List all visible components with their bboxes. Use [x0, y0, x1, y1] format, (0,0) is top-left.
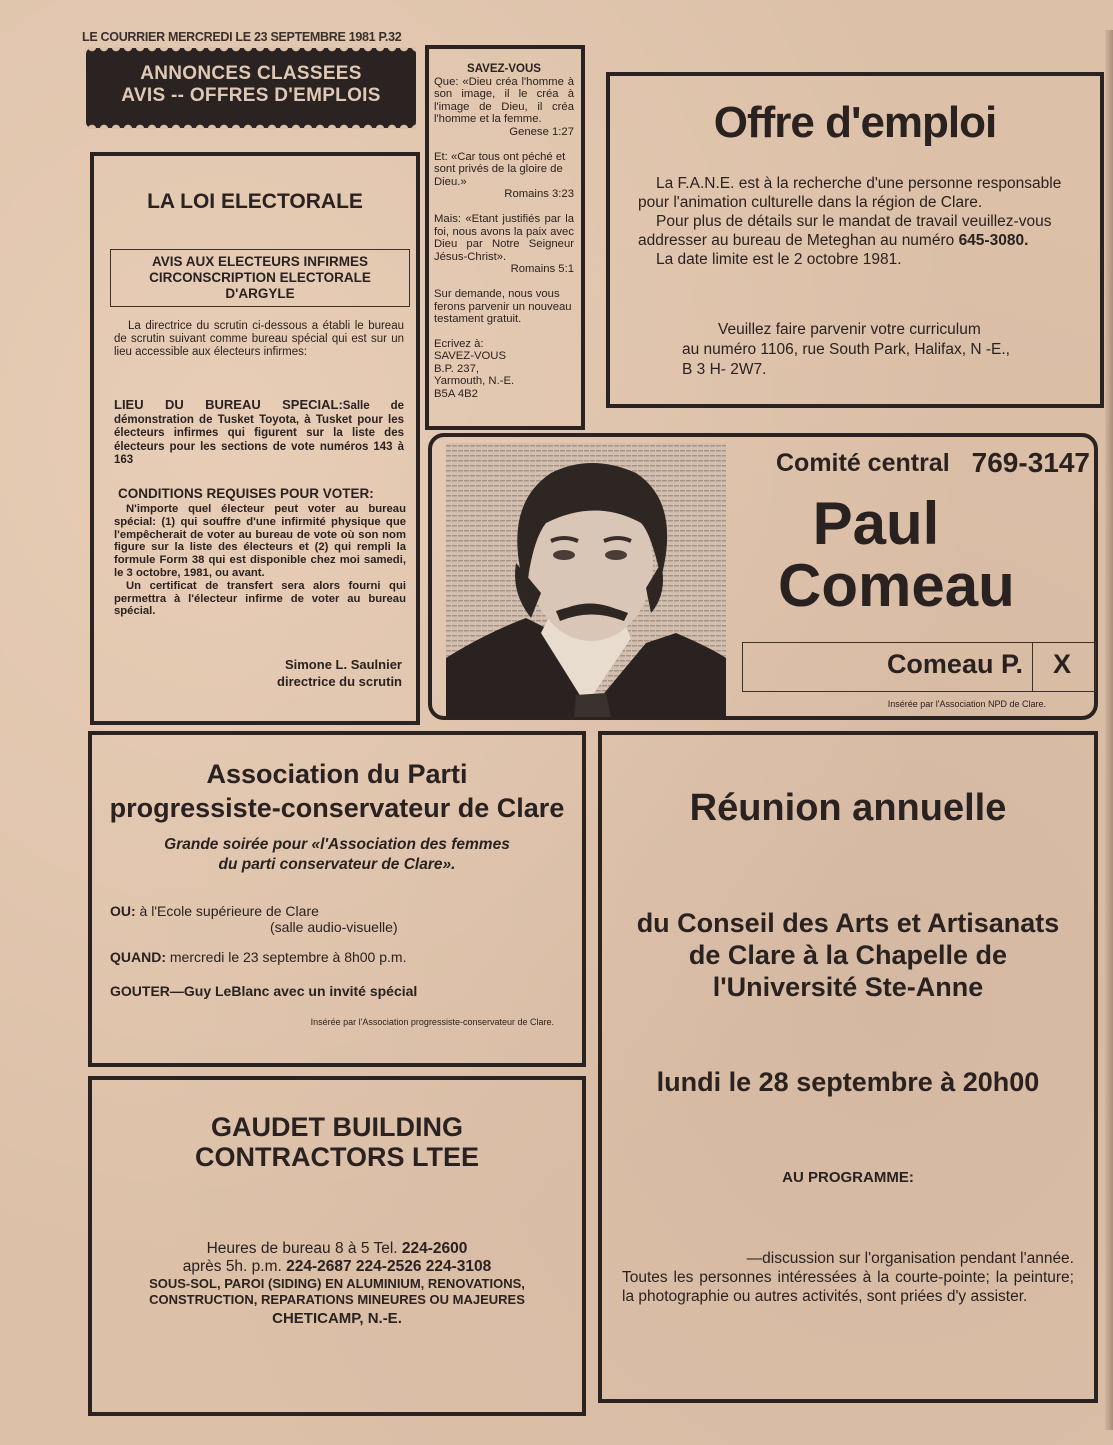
hours-text: Heures de bureau 8 à 5 Tel. [206, 1240, 402, 1257]
offre-body [638, 174, 1090, 269]
notice-intro: La directrice du scrutin ci-dessous a établi le bureau de scrutin suivant comme bureau spécial qui est sur un lieu accessible aux électeurs infirmes: [114, 320, 404, 358]
sample-ballot [742, 642, 1096, 692]
savez-vous-title: SAVEZ-VOUS [467, 63, 541, 75]
comeau-election-ad [428, 433, 1098, 720]
gaudet-town: CHETICAMP, N.-E. [272, 1310, 402, 1327]
verse-3-text: Mais: «Etant justifiés par la foi, nous avons la paix avec Dieu par Notre Seigneur Jésus-Christ». [434, 212, 574, 263]
cv-line-1: Veuillez faire parvenir votre curriculum [718, 321, 981, 338]
verse-2 [434, 151, 574, 201]
lieu-text: Salle de démonstration de Tusket Toyota, à Tusket pour les électeurs infirmes qui figurent sur la liste des électeurs pour les sections de vote numéros 143 à 163 [114, 400, 405, 466]
address-line: SAVEZ-VOUS [434, 350, 506, 363]
program-item-1: —discussion sur l'organisation pendant l'année. [746, 1250, 1074, 1267]
candidate-portrait-image [446, 443, 726, 717]
pc-subtitle [92, 835, 582, 875]
gaudet-info [92, 1240, 582, 1328]
gaudet-services-1: SOUS-SOL, PAROI (SIDING) EN ALUMINIUM, RENOVATIONS, [149, 1276, 525, 1291]
offre-paragraph-2-text: Pour plus de détails sur le mandat de travail veuillez-vous addresser au bureau de Meteghan au numéro [638, 213, 1052, 249]
cv-line-2: au numéro 1106, rue South Park, Halifax, N -E., [682, 341, 1010, 358]
signature-name: Simone L. Saulnier [284, 657, 402, 672]
pc-gouter: GOUTER—Guy LeBlanc avec un invité spécial [110, 983, 418, 999]
reunion-title: Réunion annuelle [689, 787, 1007, 829]
banner-line-2: AVIS -- OFFRES D'EMPLOIS [121, 85, 381, 106]
pc-title-line-2: progressiste-conservateur de Clare [109, 793, 565, 823]
banner-line-1: ANNONCES CLASSEES [140, 63, 362, 84]
inserted-by-credit: Insérée par l'Association NPD de Clare. [887, 699, 1046, 709]
address-line: B.P. 237, [434, 362, 480, 375]
pc-title-line-1: Association du Parti [206, 759, 468, 789]
committee-phone: 769-3147 [971, 447, 1090, 478]
gaudet-after-hours [92, 1258, 582, 1276]
pc-title [92, 757, 582, 825]
verse-1-ref: Genese 1:27 [509, 125, 574, 138]
savez-vous-ad [425, 45, 585, 430]
after-hours-phones: 224-2687 224-2526 224-3108 [286, 1258, 492, 1275]
verse-1 [434, 76, 574, 139]
notice-title: LA LOI ELECTORALE [147, 190, 363, 213]
ballot-mark: X [1052, 649, 1071, 679]
verse-2-ref: Romains 3:23 [504, 188, 574, 201]
offre-emploi-ad [606, 72, 1104, 408]
reunion-date: lundi le 28 septembre à 20h00 [656, 1067, 1040, 1097]
program-description [622, 1249, 1074, 1306]
conditions-title: CONDITIONS REQUISES POUR VOTER: [118, 486, 374, 501]
pc-subtitle-line-2: du parti conservateur de Clare». [218, 856, 456, 873]
subtitle-line-2: CIRCONSCRIPTION ELECTORALE D'ARGYLE [149, 270, 371, 301]
cv-instructions [682, 320, 1082, 380]
reunion-organization [602, 907, 1094, 1003]
gaudet-services-2: CONSTRUCTION, REPARATIONS MINEURES OU MAJEURES [149, 1292, 525, 1307]
reunion-annuelle-ad [598, 731, 1098, 1403]
lieu-paragraph [114, 398, 404, 468]
candidate-name [778, 490, 1015, 619]
gaudet-title-line-1: GAUDET BUILDING [211, 1112, 463, 1142]
after-hours-text: après 5h. p.m. [182, 1258, 287, 1275]
address-line: Ecrivez à: [434, 337, 484, 350]
loi-electorale-notice [90, 152, 420, 725]
candidate-photo [446, 443, 726, 717]
program-item-2: Toutes les personnes intéressées à la courte-pointe; la peinture; la photographie ou autres activités, sont priées d'y assister. [622, 1269, 1074, 1305]
conditions-body [114, 503, 406, 618]
candidate-first-name: Paul [812, 490, 940, 557]
mailing-address [434, 338, 574, 401]
verse-1-text: Que: «Dieu créa l'homme à son image, il le créa à l'image de Dieu, il créa l'homme et la femme. [434, 75, 574, 126]
ballot-divider [1032, 643, 1033, 691]
where-text: à l'Ecole supérieure de Clare [135, 903, 319, 919]
pc-where-room: (salle audio-visuelle) [270, 919, 398, 935]
org-line-2: de Clare à la Chapelle de [688, 940, 1008, 970]
committee-label: Comité central [776, 449, 950, 477]
program-label: AU PROGRAMME: [782, 1169, 914, 1186]
inserted-by-credit: Insérée par l'Association progressiste-conservateur de Clare. [310, 1017, 554, 1027]
pc-association-ad [88, 731, 586, 1067]
offre-phone: 645-3080. [958, 232, 1029, 249]
main-phone: 224-2600 [401, 1240, 468, 1257]
address-line: Yarmouth, N.-E. [434, 375, 515, 388]
cv-line-3: B 3 H- 2W7. [682, 361, 767, 378]
verse-3-ref: Romains 5:1 [510, 263, 574, 276]
signature [277, 656, 402, 690]
when-label: QUAND: [110, 949, 166, 965]
section-banner [86, 48, 416, 128]
address-line: B5A 4B2 [434, 388, 478, 401]
conditions-paragraph-2: Un certificat de transfert sera alors fourni qui permettra à l'électeur infirme de voter au bureau spécial. [114, 579, 406, 618]
pc-subtitle-line-1: Grande soirée pour «l'Association des femmes [164, 836, 510, 853]
offre-deadline: La date limite est le 2 octobre 1981. [656, 251, 902, 268]
ballot-name: Comeau P. [886, 649, 1023, 679]
offre-paragraph-2 [638, 212, 1090, 250]
verse-3 [434, 213, 574, 276]
offre-title: Offre d'emploi [713, 98, 997, 147]
verse-2-text: Et: «Car tous ont péché et sont privés de la gloire de Dieu.» [434, 150, 566, 188]
pc-where [110, 903, 319, 919]
pc-when [110, 949, 406, 965]
signature-title: directrice du scrutin [277, 674, 402, 689]
offer-text: Sur demande, nous vous ferons parvenir un nouveau testament gratuit. [434, 287, 572, 326]
offre-paragraph-1: La F.A.N.E. est à la recherche d'une personne responsable pour l'animation culturelle dans la région de Clare. [638, 175, 1062, 211]
gaudet-building-ad [88, 1076, 586, 1416]
notice-subtitle-box [110, 249, 410, 307]
subtitle-line-1: AVIS AUX ELECTEURS INFIRMES [151, 254, 369, 269]
where-label: OU: [110, 903, 136, 919]
when-text: mercredi le 23 septembre à 8h00 p.m. [166, 949, 407, 965]
org-line-3: l'Université Ste-Anne [712, 972, 984, 1002]
gaudet-title-line-2: CONTRACTORS LTEE [194, 1142, 479, 1172]
gaudet-title [92, 1112, 582, 1172]
candidate-last-name: Comeau [778, 552, 1015, 619]
running-head: LE COURRIER MERCREDI LE 23 SEPTEMBRE 1981 P.32 [82, 30, 402, 44]
conditions-paragraph-1: N'importe quel électeur peut voter au bureau spécial: (1) qui souffre d'une infirmité physique que l'empêcherait de voter au bureau de vote où son nom figure sur la liste des électeurs et (2) qui rempli la formule Form 38 qui est disponible chez moi samedi, le 3 octobre, 1981, ou avant. [114, 503, 406, 579]
org-line-1: du Conseil des Arts et Artisanats [636, 908, 1060, 938]
page-edge-bleed [1105, 30, 1113, 1430]
lieu-label: LIEU DU BUREAU SPECIAL: [114, 397, 343, 412]
gaudet-hours [92, 1240, 582, 1258]
